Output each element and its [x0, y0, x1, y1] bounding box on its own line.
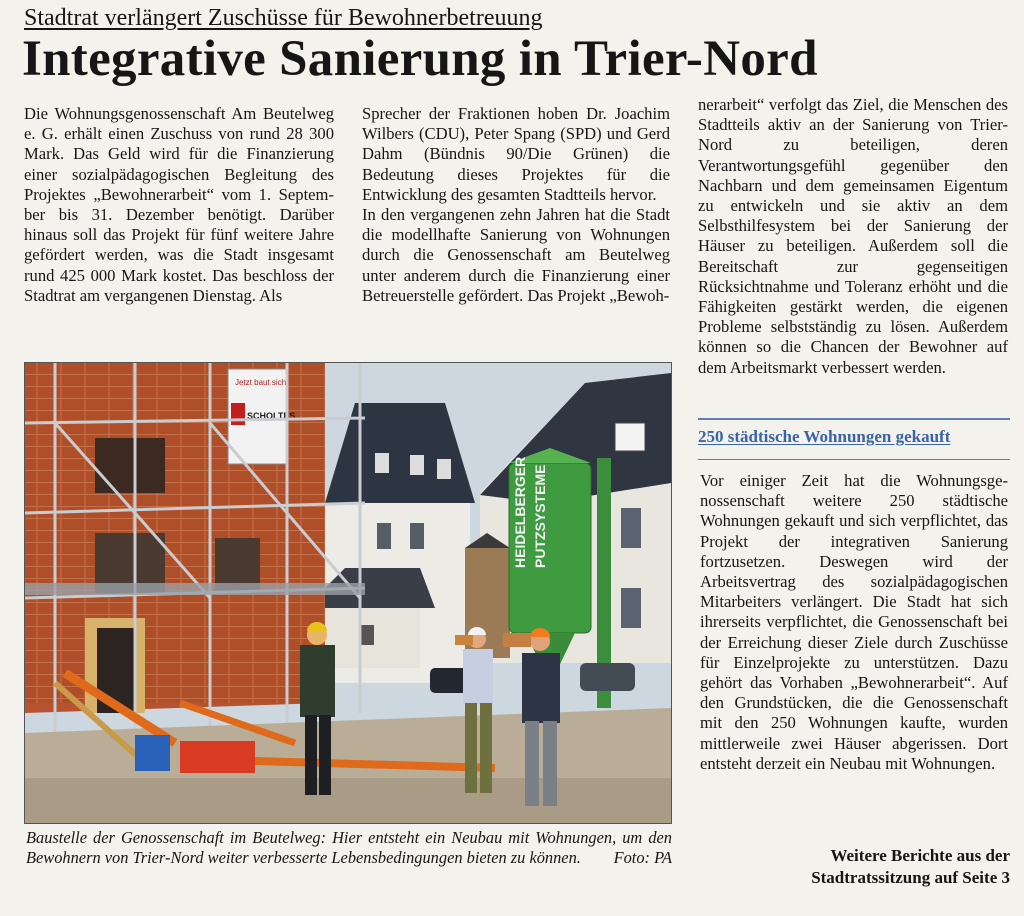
article-kicker: Stadtrat verlängert Zuschüsse für Bewohnerbetreuung [24, 5, 543, 31]
paragraph: Sprecher der Fraktionen hoben Dr. Joachim Wilbers (CDU), Peter Spang (SPD) und Gerd Dahm (Bündnis 90/Die Grünen) die Bedeutung dieses Projektes für die Entwicklung des gesamten Stadtteils hervor. [362, 104, 670, 204]
silo-text-1: HEIDELBERGER [512, 456, 528, 568]
text-column-1 [24, 104, 334, 306]
footer-line-1: Weitere Berichte aus der [830, 846, 1010, 865]
silo-text-2: PUTZSYSTEME [532, 464, 548, 568]
caption-text: Baustelle der Genossenschaft im Beutelweg: Hier entsteht ein Neubau mit Wohnungen, um den Bewohnern von Trier-Nord weiter verbesserte Lebensbedingungen bieten zu können. [26, 828, 672, 867]
text-column-2 [362, 104, 670, 306]
sign-text: SCHOLTES [247, 411, 296, 421]
text-column-4 [700, 471, 1008, 774]
footer-line-2: Stadtratssitzung auf Seite 3 [811, 868, 1010, 887]
construction-scene [25, 363, 671, 823]
photo-caption [26, 828, 672, 868]
footer-reference [760, 845, 1010, 889]
subhead-text: 250 städtische Wohnungen gekauft [698, 427, 951, 446]
paragraph: In den vergangenen zehn Jahren hat die Stadt die modellhafte Sanierung von Wohnungen durch die Genossenschaft am Beutelweg unter anderem durch die Finanzierung einer Betreuerstelle gefördert. Das Projekt „Bewoh- [362, 205, 670, 305]
text-column-3 [698, 95, 1008, 378]
section-subhead [698, 418, 1010, 460]
paragraph: Die Wohnungsgenossenschaft Am Beutelweg e. G. erhält einen Zuschuss von rund 28 300 Mark. Das Geld wird für die Finanzierung einer sozialpädagogischen Begleitung des Projektes „Bewohnerarbeit“ vom 1. September bis 31. Dezember benötigt. Darüber hinaus soll das Projekt für fünf weitere Jahre gefördert werden, was die Stadt insgesamt rund 425 000 Mark kostet. Das beschloss der Stadtrat am vergangenen Dienstag. Als [24, 104, 334, 305]
article-headline: Integrative Sanierung in Trier-Nord [22, 31, 818, 87]
photo-credit: Foto: PA [613, 848, 672, 867]
construction-photo [24, 362, 672, 824]
banner-text: Jetzt baut sich [235, 378, 287, 387]
paragraph: Vor einiger Zeit hat die Wohnungsgenossenschaft weitere 250 städtische Wohnungen gekauft und sich verpflichtet, das Projekt der integrativen Sanierung fortzusetzen. Deswegen wird der Arbeitsvertrag des sozialpädagogischen Mitarbeiters verlängert. Die Stadt hat sich ihrerseits verpflichtet, die Genossenschaft bei der Erreichung dieser Ziele durch Zuschüsse für Einzelprojekte zu unterstützen. Dazu gehört das Vorhaben „Bewohnerarbeit“. Auf den Grundstücken, die die Genossenschaft mit den 250 Wohnungen kaufte, wurden mittlerweile zwei Häuser abgerissen. Dort entsteht derzeit ein Neubau mit Wohnungen. [700, 471, 1008, 773]
paragraph: nerarbeit“ verfolgt das Ziel, die Menschen des Stadtteils aktiv an der Sanierung von Trier-Nord zu beteiligen, deren Verantwortungsgefühl gegenüber den Nachbarn und dem gemeinsamen Eigentum zu entwickeln und sie aktiv an dem Selbsthilfesystem bei der Sanierung der Häuser zu beteiligen. Außerdem soll die Bereitschaft zur gegenseitigen Rücksichtnahme und Toleranz erhöht und die Fähigkeiten gestärkt werden, die eigenen Probleme selbstständig zu lösen. Außerdem können so die Chancen der Bewohner auf dem Arbeitsmarkt verbessert werden. [698, 95, 1008, 377]
